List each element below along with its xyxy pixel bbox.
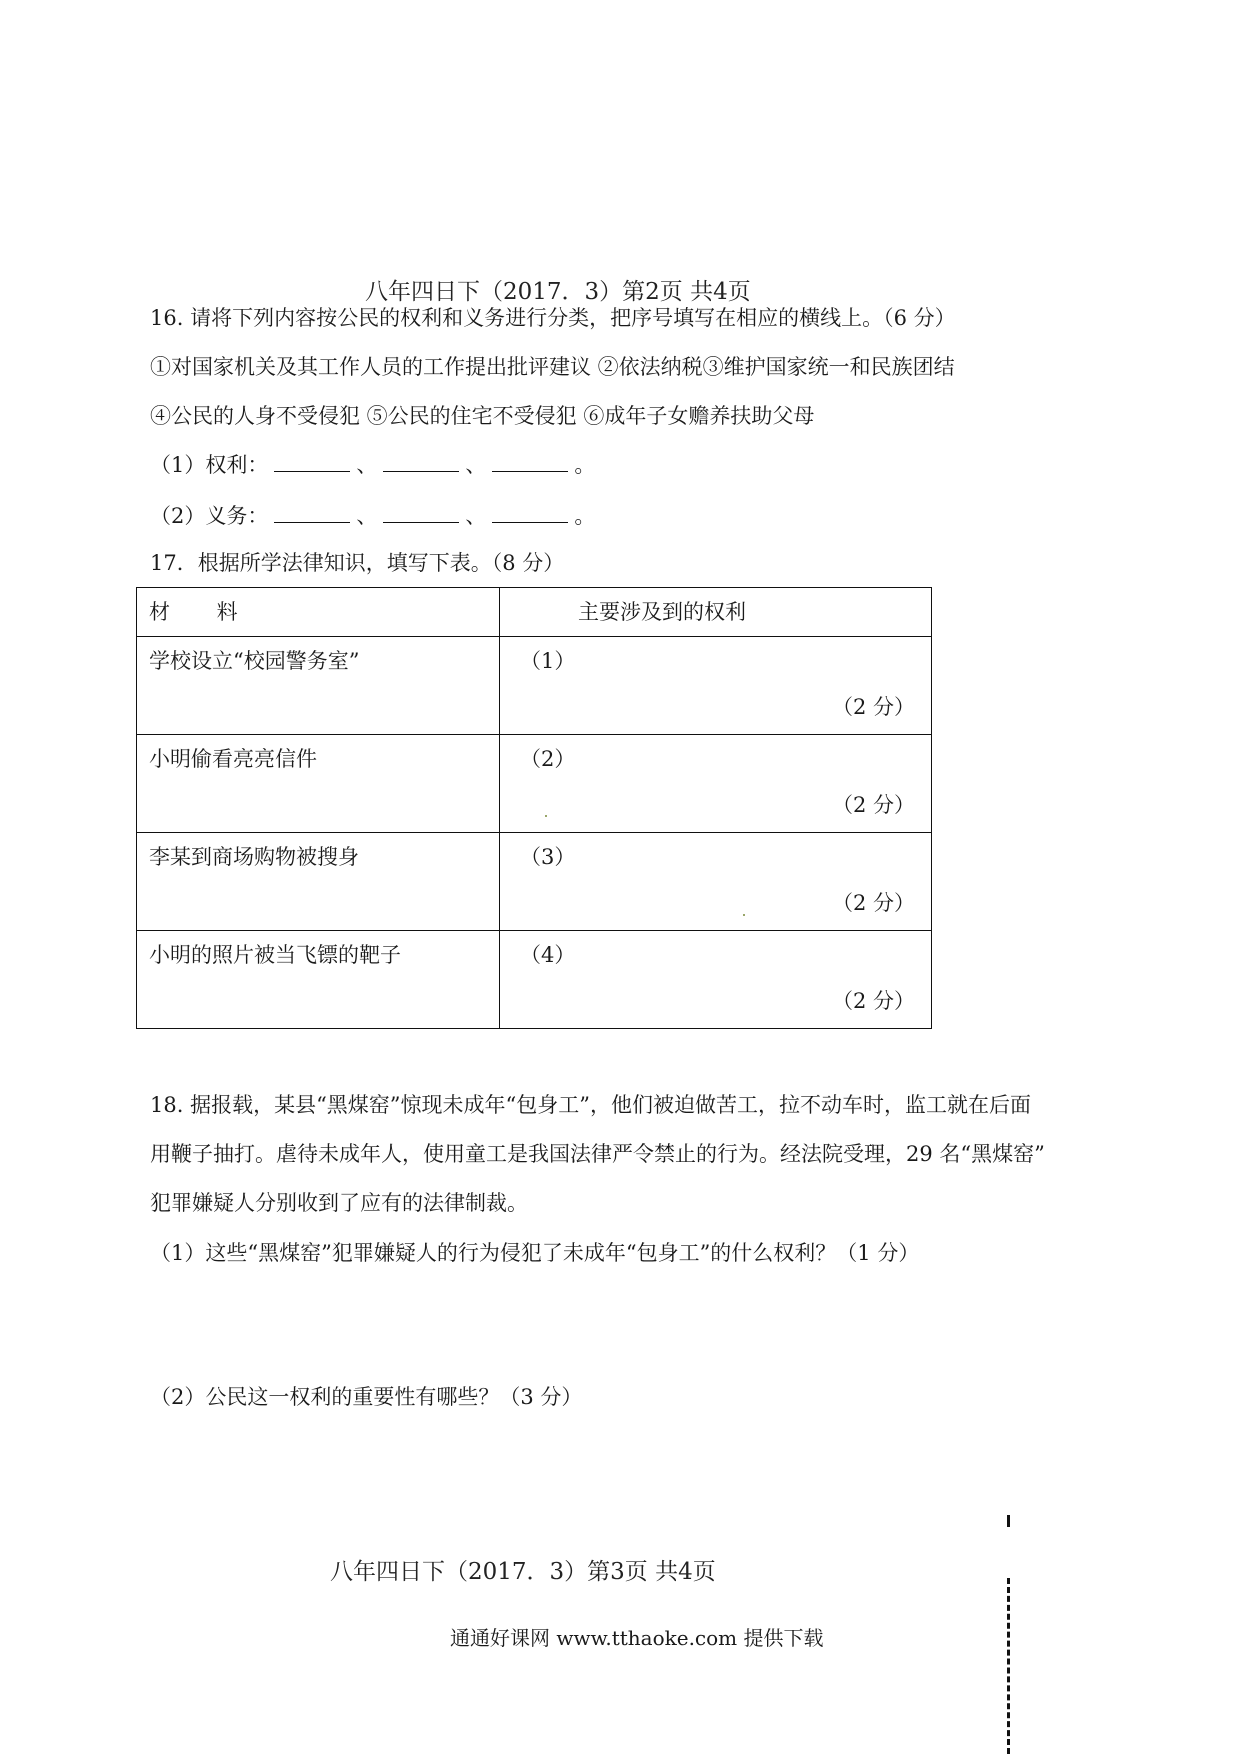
q18-sub2: （2）公民这一权利的重要性有哪些？（3 分） — [150, 1385, 583, 1409]
separator: 、 — [356, 453, 378, 477]
q18-sub1: （1）这些“黑煤窑”犯罪嫌疑人的行为侵犯了未成年“包身工”的什么权利？（1 分） — [150, 1241, 920, 1265]
q16-title: 16. 请将下列内容按公民的权利和义务进行分类，把序号填写在相应的横线上。（6 分） — [150, 306, 956, 330]
header-rights: 主要涉及到的权利 — [500, 588, 932, 637]
rights-blank-1[interactable] — [274, 453, 350, 472]
table-row — [137, 931, 932, 1029]
q16-items-line2: ④公民的人身不受侵犯 ⑤公民的住宅不受侵犯 ⑥成年子女赡养扶助父母 — [150, 404, 815, 428]
separator: 、 — [465, 504, 487, 528]
q16-rights-row — [150, 451, 595, 479]
duties-label: （2）义务： — [150, 504, 269, 528]
score-label: （2 分） — [831, 989, 915, 1013]
q18-line3: 犯罪嫌疑人分别收到了应有的法律制裁。 — [150, 1191, 528, 1215]
rights-table — [136, 587, 932, 1029]
table-row — [137, 833, 932, 931]
period: 。 — [574, 453, 596, 477]
table-row — [137, 637, 932, 735]
answer-cell[interactable]: （4） （2 分） — [500, 931, 932, 1029]
rights-label: （1）权利： — [150, 453, 269, 477]
duties-blank-2[interactable] — [383, 504, 459, 523]
score-label: （2 分） — [831, 793, 915, 817]
binding-dash-line — [1007, 1578, 1010, 1754]
rights-blank-2[interactable] — [383, 453, 459, 472]
table-row — [137, 735, 932, 833]
duties-blank-3[interactable] — [492, 504, 568, 523]
binding-dash-top — [1007, 1515, 1010, 1527]
q16-items-line1: ①对国家机关及其工作人员的工作提出批评建议 ②依法纳税③维护国家统一和民族团结 — [150, 355, 955, 379]
header-material: 材 料 — [137, 588, 500, 637]
q18-line2: 用鞭子抽打。虐待未成年人，使用童工是我国法律严令禁止的行为。经法院受理，29 名“黑煤窑” — [150, 1142, 1045, 1166]
rights-blank-3[interactable] — [492, 453, 568, 472]
q16-duties-row — [150, 502, 595, 530]
score-label: （2 分） — [831, 891, 915, 915]
material-cell: 小明的照片被当飞镖的靶子 — [137, 931, 500, 1029]
answer-cell[interactable]: （2） （2 分） — [500, 735, 932, 833]
separator: 、 — [356, 504, 378, 528]
running-header-bottom: 八年四日下（2017．3）第3页 共4页 — [330, 1559, 716, 1585]
material-cell: 小明偷看亮亮信件 — [137, 735, 500, 833]
period: 。 — [574, 504, 596, 528]
footer-credit: 通通好课网 www.tthaoke.com 提供下载 — [450, 1626, 824, 1650]
q17-title: 17．根据所学法律知识，填写下表。（8 分） — [150, 551, 565, 575]
separator: 、 — [465, 453, 487, 477]
q18-line1: 18. 据报载，某县“黑煤窑”惊现未成年“包身工”，他们被迫做苦工，拉不动车时，监工就在后面 — [150, 1093, 1032, 1117]
speck-mark — [545, 815, 547, 817]
speck-mark — [743, 914, 745, 916]
score-label: （2 分） — [831, 695, 915, 719]
answer-cell[interactable]: （3） （2 分） — [500, 833, 932, 931]
duties-blank-1[interactable] — [274, 504, 350, 523]
answer-cell[interactable]: （1） （2 分） — [500, 637, 932, 735]
material-cell: 学校设立“校园警务室” — [137, 637, 500, 735]
running-header-top: 八年四日下（2017．3）第2页 共4页 — [365, 279, 751, 305]
table-header-row — [137, 588, 932, 637]
material-cell: 李某到商场购物被搜身 — [137, 833, 500, 931]
